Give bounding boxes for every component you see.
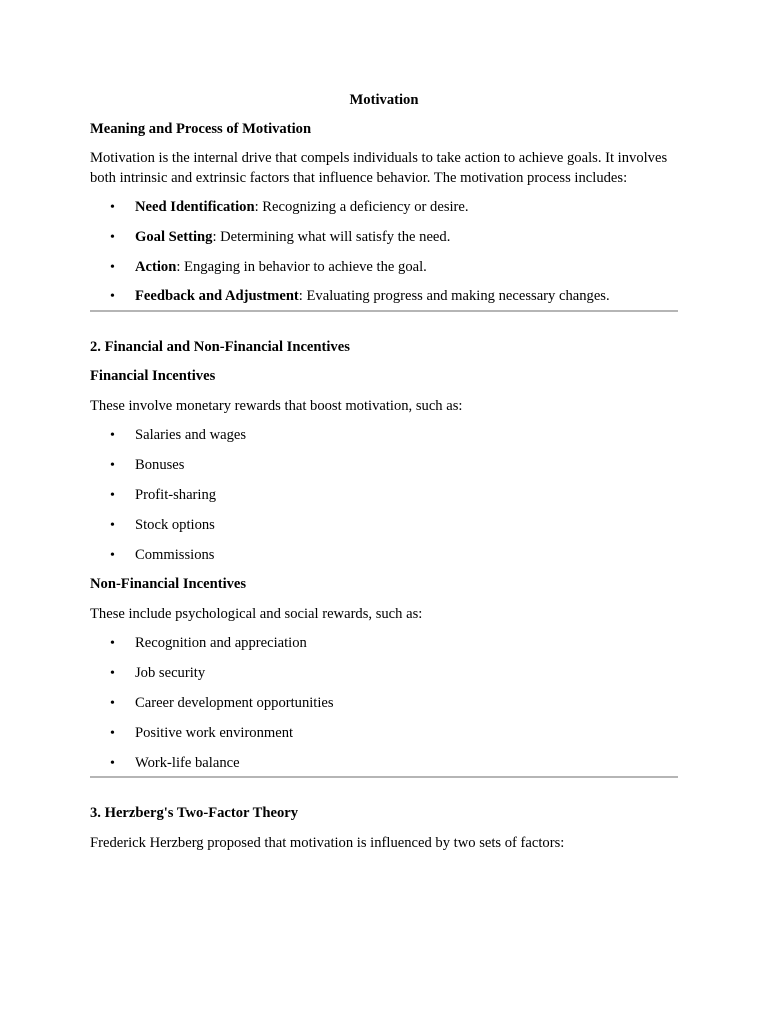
- list-item: • Job security: [90, 664, 678, 684]
- list-item: • Salaries and wages: [90, 426, 678, 446]
- list-item: • Recognition and appreciation: [90, 634, 678, 654]
- subheading-financial-incentives: Financial Incentives: [90, 368, 216, 385]
- bullet-icon: •: [110, 517, 115, 533]
- list-item-desc: : Recognizing a deficiency or desire.: [254, 199, 469, 215]
- list-item-desc: : Determining what will satisfy the need.: [212, 228, 451, 245]
- list-item: • Work-life balance: [90, 754, 678, 774]
- list-item-term: Goal Setting: [135, 228, 213, 245]
- document-page: [90, 91, 678, 863]
- horizontal-divider: [90, 776, 678, 778]
- list-item: • Profit-sharing: [90, 486, 678, 506]
- list-item: [90, 258, 678, 278]
- subheading-non-financial-incentives: Non-Financial Incentives: [90, 576, 247, 593]
- document-title: Motivation: [349, 92, 419, 108]
- list-item: • Career development opportunities: [90, 694, 678, 714]
- bullet-icon: •: [110, 259, 115, 275]
- list-item-term: Need Identification: [135, 199, 255, 215]
- list-item: • Stock options: [90, 516, 678, 536]
- list-item: • Bonuses: [90, 456, 678, 476]
- list-item-desc: : Engaging in behavior to achieve the goal.: [176, 258, 427, 275]
- bullet-icon: •: [110, 725, 115, 741]
- bullet-icon: •: [110, 547, 115, 563]
- list-item: [90, 198, 678, 218]
- bullet-icon: •: [110, 289, 115, 305]
- bullet-icon: •: [110, 666, 115, 682]
- section-heading-meaning-process: Meaning and Process of Motivation: [90, 120, 312, 137]
- list-item-term: Feedback and Adjustment: [135, 288, 299, 305]
- section-heading-incentives: 2. Financial and Non-Financial Incentives: [90, 338, 350, 355]
- bullet-icon: •: [110, 755, 115, 771]
- horizontal-divider: [90, 310, 678, 312]
- bullet-icon: •: [110, 636, 115, 652]
- motivation-process-list: [90, 198, 678, 307]
- bullet-icon: •: [110, 458, 115, 474]
- section-heading-herzberg: 3. Herzberg's Two-Factor Theory: [90, 805, 299, 822]
- non-financial-incentives-list: [90, 634, 678, 773]
- bullet-icon: •: [110, 428, 115, 444]
- bullet-icon: •: [110, 695, 115, 711]
- list-item: [90, 287, 678, 307]
- list-item: [90, 228, 678, 248]
- bullet-icon: •: [110, 487, 115, 503]
- list-item: • Positive work environment: [90, 724, 678, 744]
- bullet-icon: •: [110, 200, 115, 215]
- list-item-term: Action: [135, 258, 177, 275]
- list-item-desc: : Evaluating progress and making necessary changes.: [298, 288, 610, 305]
- non-financial-intro-paragraph: These include psychological and social rewards, such as:: [90, 605, 423, 622]
- financial-intro-paragraph: These involve monetary rewards that boost motivation, such as:: [90, 397, 463, 414]
- financial-incentives-list: [90, 426, 678, 565]
- bullet-icon: •: [110, 229, 115, 245]
- motivation-intro-paragraph: Motivation is the internal drive that compels individuals to take action to achieve goals. It involves both intrinsic and extrinsic factors that influence behavior. The motivation process includes:: [90, 150, 668, 186]
- herzberg-intro-paragraph: Frederick Herzberg proposed that motivation is influenced by two sets of factors:: [90, 834, 565, 851]
- list-item: • Commissions: [90, 546, 678, 566]
